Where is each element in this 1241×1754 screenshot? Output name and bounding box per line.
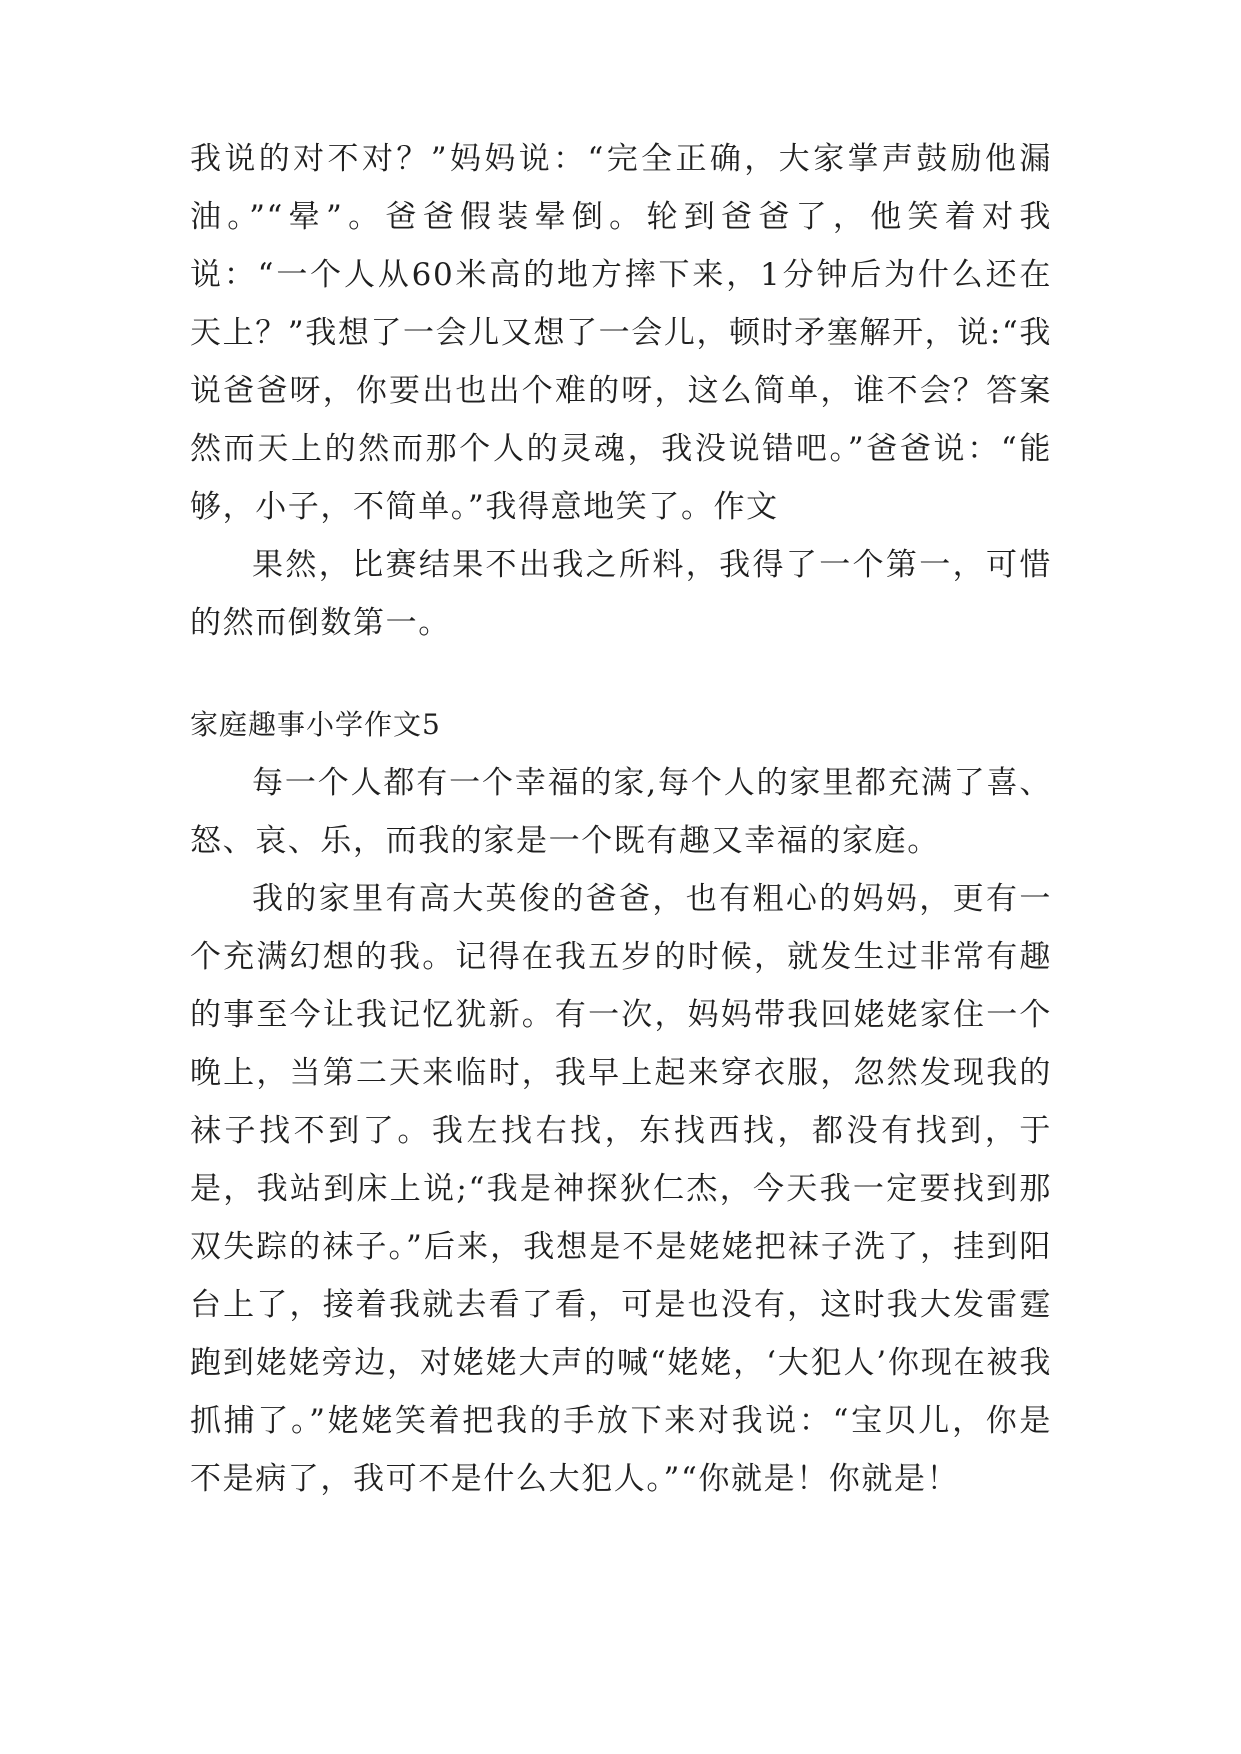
essay-paragraph-1: 每一个人都有一个幸福的家,每个人的家里都充满了喜、怒、哀、乐，而我的家是一个既有趣又幸福的家庭。 — [190, 765, 1052, 859]
essay-title: 家庭趣事小学作文5 — [190, 708, 441, 741]
document-body — [190, 130, 1052, 1508]
essay-paragraph-2: 我的家里有高大英俊的爸爸，也有粗心的妈妈，更有一个充满幻想的我。记得在我五岁的时候，就发生过非常有趣的事至今让我记忆犹新。有一次，妈妈带我回姥姥家住一个晚上，当第二天来临时，我早上起来穿衣服，忽然发现我的袜子找不到了。我左找右找，东找西找，都没有找到，于是，我站到床上说;“我是神探狄仁杰，今天我一定要找到那双失踪的袜子。”后来，我想是不是姥姥把袜子洗了，挂到阳台上了，接着我就去看了看，可是也没有，这时我大发雷霆跑到姥姥旁边，对姥姥大声的喊“姥姥，‘大犯人’你现在被我抓捕了。”姥姥笑着把我的手放下来对我说：“宝贝儿，你是不是病了，我可不是什么大犯人。”“你就是！你就是！ — [190, 881, 1052, 1497]
continued-paragraph: 我说的对不对？”妈妈说：“完全正确，大家掌声鼓励他漏油。”“晕”。爸爸假装晕倒。轮到爸爸了，他笑着对我说：“一个人从60米高的地方摔下来，1分钟后为什么还在天上？”我想了一会儿又想了一会儿，顿时矛塞解开，说:“我说爸爸呀，你要出也出个难的呀，这么简单，谁不会？答案然而天上的然而那个人的灵魂，我没说错吧。”爸爸说：“能够，小子，不简单。”我得意地笑了。作文 — [190, 141, 1052, 525]
result-paragraph: 果然，比赛结果不出我之所料，我得了一个第一，可惜的然而倒数第一。 — [190, 547, 1052, 641]
